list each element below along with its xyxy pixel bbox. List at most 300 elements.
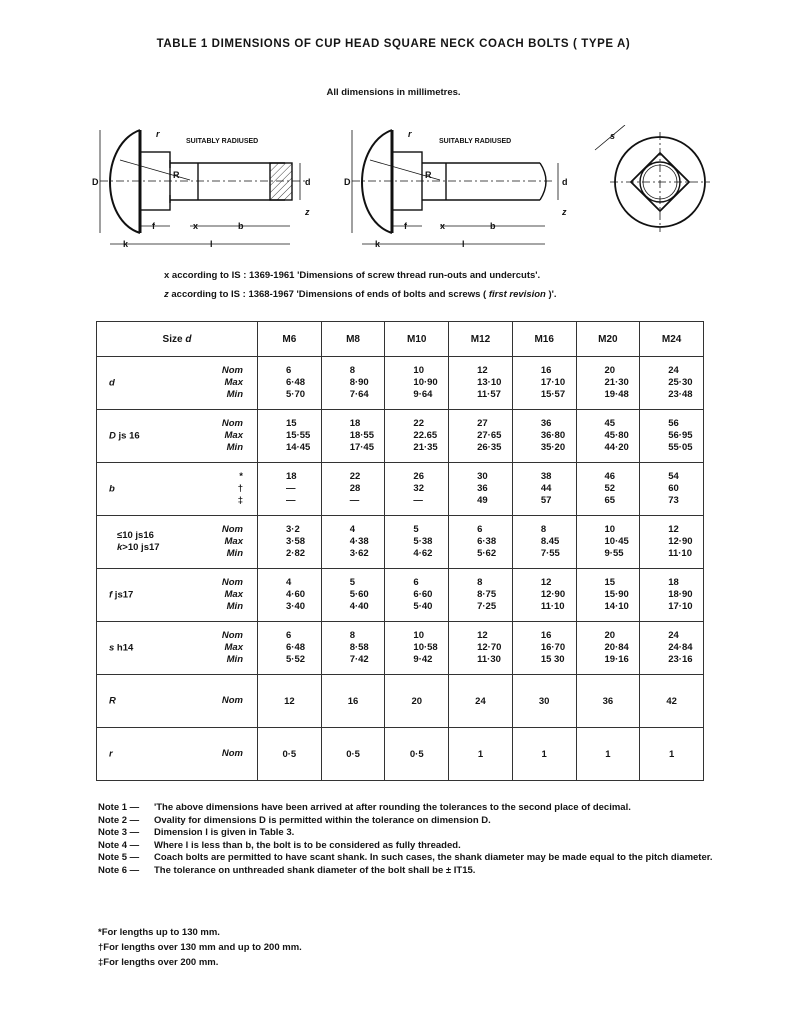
- cell-value: 30: [477, 471, 488, 482]
- cell-value: 16·70: [540, 642, 566, 653]
- cell-value: 5·60: [349, 589, 369, 600]
- cell-value: 4·60: [286, 589, 306, 600]
- symbol-suffix: js17: [112, 589, 134, 601]
- row-symbol: [117, 530, 160, 554]
- value-cell: 12: [258, 675, 322, 728]
- symbol-letter: D: [109, 430, 116, 442]
- value-cell: [258, 516, 322, 569]
- label-l-2: l: [462, 239, 465, 249]
- footnote-item: †For lengths over 130 mm and up to 200 mm.: [98, 942, 302, 953]
- note-text: Where l is less than b, the bolt is to be considered as fully threaded.: [154, 839, 461, 851]
- cell-value: 44: [540, 483, 552, 494]
- value-cell: [321, 622, 385, 675]
- value-cell: [576, 463, 640, 516]
- cell-value: 4: [349, 524, 355, 535]
- value-cell: 42: [640, 675, 704, 728]
- bolt-side-view-1: [100, 130, 305, 244]
- kind-label: Min: [226, 601, 243, 612]
- cell-value: 15·57: [540, 389, 566, 400]
- value-cell: [449, 569, 513, 622]
- cell-value: 20·84: [604, 642, 629, 653]
- cell-value: 18: [349, 418, 361, 429]
- cell-value: 23·48: [668, 389, 693, 400]
- value-cell: [321, 463, 385, 516]
- note-label: Note 4 —: [98, 839, 140, 851]
- cell-value: 5: [349, 577, 355, 588]
- value-cell: [385, 516, 449, 569]
- standard-references: [164, 266, 557, 304]
- table-title: TABLE 1 DIMENSIONS OF CUP HEAD SQUARE NECK COACH BOLTS ( TYPE A): [156, 38, 631, 50]
- label-z-1: z: [305, 207, 310, 217]
- label-z-2: z: [562, 207, 567, 217]
- value-cell: 0·5: [385, 728, 449, 781]
- kind-label: Min: [226, 442, 243, 453]
- label-s: s: [610, 131, 616, 141]
- bolt-end-view: [595, 125, 710, 232]
- label-b-1: b: [238, 221, 244, 231]
- note-item: [98, 802, 713, 815]
- cell-value: 19·48: [604, 389, 629, 400]
- cell-value: 65: [604, 495, 616, 506]
- ref-z-text: according to IS : 1368-1967 'Dimensions of ends of bolts and screws (: [168, 289, 489, 300]
- cell-value: 45·80: [604, 430, 629, 441]
- table-row-s: [97, 622, 704, 675]
- value-cell: [512, 516, 576, 569]
- kind-label: *: [239, 471, 243, 482]
- cell-value: 12·70: [477, 642, 502, 653]
- cell-value: 17·10: [668, 601, 693, 612]
- header-size-symbol: d: [185, 333, 192, 345]
- cell-value: 7·64: [349, 389, 369, 400]
- value-cell: [512, 410, 576, 463]
- kind-label: Max: [224, 589, 243, 600]
- reference-z: [164, 285, 557, 304]
- value-cell: [258, 463, 322, 516]
- value-cell: 36: [576, 675, 640, 728]
- cell-value: 11·10: [668, 548, 692, 559]
- cell-value: 12: [668, 524, 679, 535]
- footnotes: [98, 925, 302, 970]
- cell-value: 18·90: [668, 589, 693, 600]
- symbol-suffix: h14: [114, 642, 134, 654]
- cell-value: 13·10: [477, 377, 502, 388]
- cell-value: 22: [349, 471, 361, 482]
- label-R-1: R: [173, 170, 180, 180]
- row-symbol: [109, 484, 115, 495]
- value-cell: 0·5: [258, 728, 322, 781]
- table-row-k: [97, 516, 704, 569]
- row-kinds: [222, 577, 243, 613]
- cell-value: 35·20: [540, 442, 566, 453]
- label-D-1: D: [92, 177, 99, 187]
- note-item: [98, 827, 713, 840]
- cell-value: 16: [540, 365, 552, 376]
- cell-value: 5·40: [413, 601, 433, 612]
- header-size-col: M6: [258, 322, 322, 357]
- cell-value: 4: [286, 577, 292, 588]
- cell-value: 15·90: [604, 589, 629, 600]
- note-text: Dimension l is given in Table 3.: [154, 827, 295, 839]
- value-cell: [640, 516, 704, 569]
- value-cell: [385, 357, 449, 410]
- cell-value: 12: [477, 630, 488, 641]
- cell-value: 15: [286, 418, 297, 429]
- cell-value: 12: [477, 365, 488, 376]
- row-kinds: [222, 630, 243, 666]
- cell-value: 10: [604, 524, 616, 535]
- value-cell: [258, 357, 322, 410]
- cell-value: 15 30: [540, 654, 565, 665]
- header-size-label: Size: [162, 333, 183, 345]
- k-line-2: >10 js17: [122, 542, 160, 553]
- kind-label: Nom: [221, 630, 243, 641]
- cell-value: 7·42: [349, 654, 369, 665]
- value-cell: [321, 410, 385, 463]
- ref-x-symbol: x: [164, 270, 170, 281]
- cell-value: 21·35: [413, 442, 438, 453]
- cell-value: 7·25: [477, 601, 497, 612]
- cell-value: 8·90: [349, 377, 369, 388]
- value-cell: [512, 463, 576, 516]
- cell-value: 11·10: [540, 601, 565, 612]
- ref-z-symbol: z: [164, 289, 169, 300]
- cell-value: 60: [668, 483, 679, 494]
- note-text: The tolerance on unthreaded shank diameter of the bolt shall be ± IT15.: [154, 864, 476, 876]
- label-k-1: k: [123, 239, 129, 249]
- row-label-cell: [97, 463, 258, 516]
- table-row-R: [97, 675, 704, 728]
- cell-value: —: [286, 495, 296, 506]
- cell-value: 6·48: [286, 377, 306, 388]
- cell-value: 5: [413, 524, 419, 535]
- ref-z-italic: first revision: [488, 289, 546, 300]
- cell-value: 26·35: [477, 442, 502, 453]
- cell-value: 6·38: [477, 536, 497, 547]
- value-cell: [576, 410, 640, 463]
- cell-value: 55·05: [668, 442, 693, 453]
- note-text: Coach bolts are permitted to have scant shank. In such cases, the shank diameter may be made equal to the pitch diameter.: [154, 852, 713, 864]
- label-l-1: l: [210, 239, 213, 249]
- kind-label: Nom: [221, 365, 243, 376]
- cell-value: 8·58: [349, 642, 369, 653]
- cell-value: 5·38: [413, 536, 433, 547]
- value-cell: [385, 569, 449, 622]
- label-suitably-radiused-1: SUITABLY RADIUSED: [186, 138, 259, 145]
- cell-value: 23·16: [668, 654, 693, 665]
- value-cell: [640, 410, 704, 463]
- cell-value: 22.65: [413, 430, 438, 441]
- row-label-cell: [97, 675, 258, 728]
- value-cell: [385, 410, 449, 463]
- cell-value: —: [413, 495, 423, 506]
- cell-value: 27·65: [477, 430, 502, 441]
- value-cell: [385, 463, 449, 516]
- cell-value: 3·58: [286, 536, 306, 547]
- note-label: Note 3 —: [98, 827, 140, 839]
- cell-value: 32: [413, 483, 424, 494]
- kind-label: Nom: [221, 524, 243, 535]
- cell-value: 24: [668, 630, 679, 641]
- value-cell: [449, 357, 513, 410]
- row-kinds: [222, 365, 243, 401]
- cell-value: 36·80: [540, 430, 566, 441]
- header-size-col: M8: [321, 322, 385, 357]
- cell-value: 56: [668, 418, 679, 429]
- cell-value: 8: [540, 524, 547, 535]
- cell-value: 6: [413, 577, 419, 588]
- label-r-1: r: [156, 129, 160, 139]
- cell-value: 9·42: [413, 654, 433, 665]
- cell-value: 6·48: [286, 642, 306, 653]
- symbol-letter: d: [109, 377, 115, 389]
- label-f-1: f: [152, 221, 155, 231]
- cell-value: 20: [604, 630, 616, 641]
- value-cell: [640, 622, 704, 675]
- cell-value: 10·45: [604, 536, 629, 547]
- value-cell: 24: [449, 675, 513, 728]
- bolt-drawing-svg: [90, 125, 730, 260]
- row-symbol: r: [109, 748, 113, 760]
- footnote-item: *For lengths up to 130 mm.: [98, 927, 220, 938]
- cell-value: —: [349, 495, 360, 506]
- cell-value: 14·45: [286, 442, 311, 453]
- label-R-2: R: [425, 170, 432, 180]
- kind-label: Min: [226, 548, 243, 559]
- kind-label: Max: [224, 377, 243, 388]
- notes-section: [98, 802, 713, 878]
- row-label-cell: [97, 728, 258, 781]
- table-row-f: [97, 569, 704, 622]
- label-x-1: x: [193, 221, 199, 231]
- cell-value: 24·84: [668, 642, 693, 653]
- label-d-2: d: [562, 177, 568, 187]
- value-cell: [385, 622, 449, 675]
- cell-value: 8.45: [540, 536, 560, 547]
- cell-value: 9·55: [604, 548, 624, 559]
- label-r-2: r: [408, 129, 412, 139]
- label-D-2: D: [344, 177, 351, 187]
- value-cell: 1: [640, 728, 704, 781]
- value-cell: [449, 463, 513, 516]
- cell-value: 18·55: [349, 430, 375, 441]
- header-size-col: M12: [449, 322, 513, 357]
- cell-value: 36: [540, 418, 552, 429]
- note-text: Ovality for dimensions D is permitted within the tolerance on dimension D.: [154, 814, 491, 826]
- cell-value: 22: [413, 418, 424, 429]
- value-cell: [640, 569, 704, 622]
- label-suitably-radiused-2: SUITABLY RADIUSED: [439, 138, 512, 145]
- cell-value: 46: [604, 471, 616, 482]
- value-cell: [640, 463, 704, 516]
- cell-value: 73: [668, 495, 679, 506]
- cell-value: 5·62: [477, 548, 497, 559]
- footnote-item: ‡For lengths over 200 mm.: [98, 957, 219, 968]
- value-cell: [449, 516, 513, 569]
- kind-label: Nom: [221, 577, 243, 588]
- value-cell: [640, 357, 704, 410]
- symbol-letter: s: [109, 642, 115, 654]
- table-row-b: [97, 463, 704, 516]
- cell-value: 4·40: [349, 601, 369, 612]
- cell-value: 11·30: [477, 654, 501, 665]
- cell-value: 18: [668, 577, 679, 588]
- table-row-r: [97, 728, 704, 781]
- k-line-1: ≤10 js16: [117, 530, 154, 541]
- cell-value: 25·30: [668, 377, 693, 388]
- cell-value: 16: [540, 630, 552, 641]
- value-cell: [576, 516, 640, 569]
- note-item: [98, 865, 713, 878]
- value-cell: [258, 410, 322, 463]
- row-label-cell: [97, 516, 258, 569]
- row-symbol: [109, 643, 133, 654]
- row-symbol: [109, 378, 115, 389]
- value-cell: [576, 569, 640, 622]
- cell-value: 3·62: [349, 548, 369, 559]
- cell-value: 9·64: [413, 389, 433, 400]
- cell-value: 24: [668, 365, 679, 376]
- value-cell: [449, 622, 513, 675]
- cell-value: 8: [477, 577, 483, 588]
- kind-label: Nom: [221, 418, 243, 429]
- cell-value: 17·10: [540, 377, 566, 388]
- ref-z-end: )'.: [545, 289, 557, 300]
- cell-value: 54: [668, 471, 679, 482]
- cell-value: 12·90: [540, 589, 566, 600]
- cell-value: 3·40: [286, 601, 306, 612]
- note-item: [98, 840, 713, 853]
- cell-value: 8: [349, 365, 355, 376]
- cell-value: 20: [604, 365, 616, 376]
- header-size: [97, 322, 258, 357]
- cell-value: 6: [286, 365, 292, 376]
- dimensions-table: [96, 321, 704, 781]
- units-note: All dimensions in millimetres.: [326, 87, 461, 98]
- k-symbol: k: [117, 542, 123, 553]
- note-label: Note 2 —: [98, 814, 140, 826]
- bolt-drawings: [90, 125, 730, 260]
- note-item: [98, 852, 713, 865]
- cell-value: 18: [286, 471, 297, 482]
- note-text: 'The above dimensions have been arrived at after rounding the tolerances to the second place of decimal.: [154, 802, 631, 813]
- cell-value: 27: [477, 418, 488, 429]
- cell-value: 10·58: [413, 642, 438, 653]
- value-cell: [576, 622, 640, 675]
- cell-value: 4·62: [413, 548, 433, 559]
- cell-value: 10·90: [413, 377, 438, 388]
- cell-value: 15·55: [286, 430, 311, 441]
- cell-value: 12·90: [668, 536, 693, 547]
- row-symbol: R: [109, 695, 116, 707]
- header-size-col: M20: [576, 322, 640, 357]
- cell-value: 8: [349, 630, 355, 641]
- cell-value: 15: [604, 577, 616, 588]
- header-size-col: M24: [640, 322, 704, 357]
- cell-value: 26: [413, 471, 424, 482]
- cell-value: 44·20: [604, 442, 629, 453]
- reference-x: [164, 266, 557, 285]
- cell-value: 10: [413, 365, 424, 376]
- row-symbol: [109, 590, 133, 601]
- cell-value: 14·10: [604, 601, 629, 612]
- cell-value: 21·30: [604, 377, 629, 388]
- value-cell: [576, 357, 640, 410]
- row-label-cell: [97, 410, 258, 463]
- value-cell: 20: [385, 675, 449, 728]
- note-label: Note 5 —: [98, 852, 140, 864]
- value-cell: [321, 357, 385, 410]
- cell-value: 6: [286, 630, 292, 641]
- row-kinds: [222, 524, 243, 560]
- value-cell: 1: [576, 728, 640, 781]
- row-label-cell: [97, 357, 258, 410]
- value-cell: [512, 357, 576, 410]
- cell-value: 52: [604, 483, 616, 494]
- cell-value: 57: [540, 495, 552, 506]
- cell-value: 10: [413, 630, 424, 641]
- cell-value: 5·52: [286, 654, 306, 665]
- cell-value: 45: [604, 418, 616, 429]
- kind-label: Nom: [221, 748, 243, 759]
- kind-label: Min: [226, 654, 243, 665]
- cell-value: 4·38: [349, 536, 369, 547]
- value-cell: [512, 622, 576, 675]
- ref-x-text: according to IS : 1369-1961 'Dimensions of screw thread run-outs and undercuts'.: [169, 270, 541, 281]
- cell-value: 3·2: [286, 524, 300, 535]
- bolt-side-view-2: [352, 130, 558, 244]
- cell-value: 19·16: [604, 654, 629, 665]
- table-header-row: [97, 322, 704, 357]
- symbol-letter: f: [109, 589, 113, 601]
- label-f-2: f: [404, 221, 407, 231]
- value-cell: [321, 516, 385, 569]
- cell-value: 11·57: [477, 389, 501, 400]
- table-row-d: [97, 357, 704, 410]
- cell-value: 6·60: [413, 589, 433, 600]
- row-label-cell: [97, 622, 258, 675]
- cell-value: 5·70: [286, 389, 306, 400]
- kind-label: Max: [224, 642, 243, 653]
- value-cell: 1: [512, 728, 576, 781]
- cell-value: 6: [477, 524, 483, 535]
- value-cell: [258, 569, 322, 622]
- value-cell: 0·5: [321, 728, 385, 781]
- row-kinds: [238, 471, 243, 507]
- cell-value: 7·55: [540, 548, 560, 559]
- label-x-2: x: [440, 221, 446, 231]
- cell-value: 8·75: [477, 589, 497, 600]
- header-size-col: M16: [512, 322, 576, 357]
- note-label: Note 1 —: [98, 802, 140, 813]
- label-d-1: d: [305, 177, 311, 187]
- label-k-2: k: [375, 239, 381, 249]
- kind-label: ‡: [237, 495, 243, 506]
- value-cell: [449, 410, 513, 463]
- cell-value: 17·45: [349, 442, 375, 453]
- label-b-2: b: [490, 221, 496, 231]
- kind-label: Nom: [221, 695, 243, 706]
- symbol-letter: b: [109, 483, 115, 495]
- cell-value: 12: [540, 577, 552, 588]
- note-label: Note 6 —: [98, 864, 140, 876]
- value-cell: 1: [449, 728, 513, 781]
- cell-value: 38: [540, 471, 552, 482]
- cell-value: 49: [477, 495, 488, 506]
- kind-label: †: [237, 483, 243, 494]
- cell-value: 56·95: [668, 430, 693, 441]
- kind-label: Min: [226, 389, 243, 400]
- value-cell: [258, 622, 322, 675]
